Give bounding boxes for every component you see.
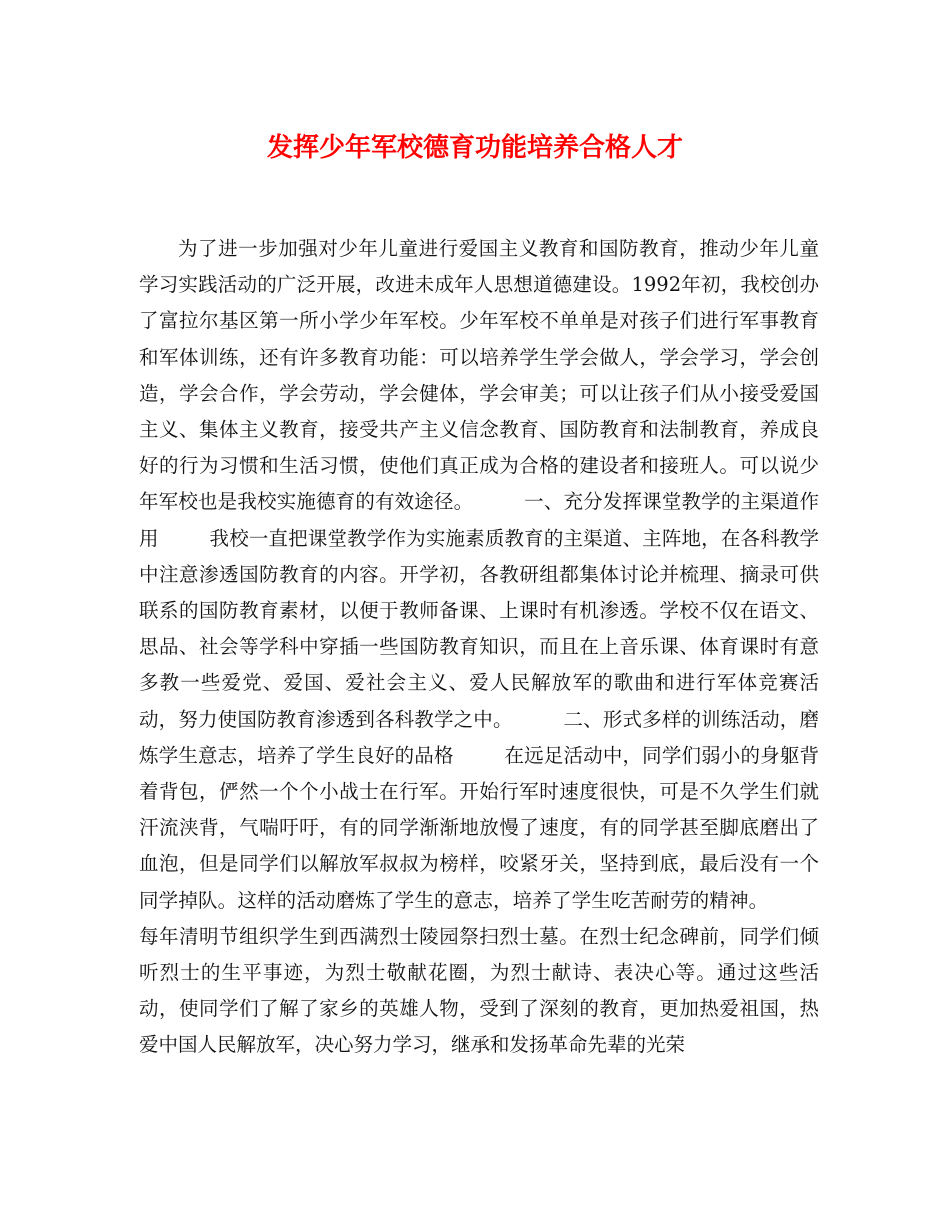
section-heading: 一、充分发挥课堂教学的主渠道作用 bbox=[139, 490, 819, 550]
body-segment: 我校一直把课堂教学作为实施素质教育的主渠道、主阵地，在各科教学中注意渗透国防教育的内容。开学初，各教研组都集体讨论并梳理、摘录可供联系的国防教育素材，以便于教师备课、上课时有机渗透。学校不仅在语文、思品、社会等学科中穿插一些国防教育知识，而且在上音乐课、体育课时有意多教一些爱党、爱国、爱社会主义、爱人民解放军的歌曲和进行军体竞赛活动，努力使国防教育渗透到各科教学之中。 bbox=[139, 526, 819, 731]
body-segment: 为了进一步加强对少年儿童进行爱国主义教育和国防教育，推动少年儿童学习实践活动的广泛开展，改进未成年人思想道德建设。1992年初，我校创办了富拉尔基区第一所小学少年军校。少年军校不单单是对孩子们进行军事教育和军体训练，还有许多教育功能：可以培养学生学会做人，学会学习，学会创造，学会合作，学会劳动，学会健体，学会审美；可以让孩子们从小接受爱国主义、集体主义教育，接受共产主义信念教育、国防教育和法制教育，养成良好的行为习惯和生活习惯，使他们真正成为合格的建设者和接班人。可以说少年军校也是我校实施德育的有效途径。 bbox=[139, 237, 819, 514]
document-body bbox=[139, 231, 819, 1064]
section-heading: 二、形式多样的训练活动，磨炼学生意志，培养了学生良好的品格 bbox=[139, 707, 819, 767]
body-segment: 在远足活动中，同学们弱小的身躯背着背包，俨然一个个小战士在行军。开始行军时速度很快，可是不久学生们就汗流浃背，气喘吁吁，有的同学渐渐地放慢了速度，有的同学甚至脚底磨出了血泡，但是同学们以解放军叔叔为榜样，咬紧牙关，坚持到底，最后没有一个同学掉队。这样的活动磨炼了学生的意志，培养了学生吃苦耐劳的精神。 bbox=[139, 743, 819, 912]
document-title: 发挥少年军校德育功能培养合格人才 bbox=[266, 133, 683, 163]
body-segment: 每年清明节组织学生到西满烈士陵园祭扫烈士墓。在烈士纪念碑前，同学们倾听烈士的生平事迹，为烈士敬献花圈，为烈士献诗、表决心等。通过这些活动，使同学们了解了家乡的英雄人物，受到了深刻的教育，更加热爱祖国，热爱中国人民解放军，决心努力学习，继承和发扬革命先辈的光荣 bbox=[139, 924, 819, 1057]
